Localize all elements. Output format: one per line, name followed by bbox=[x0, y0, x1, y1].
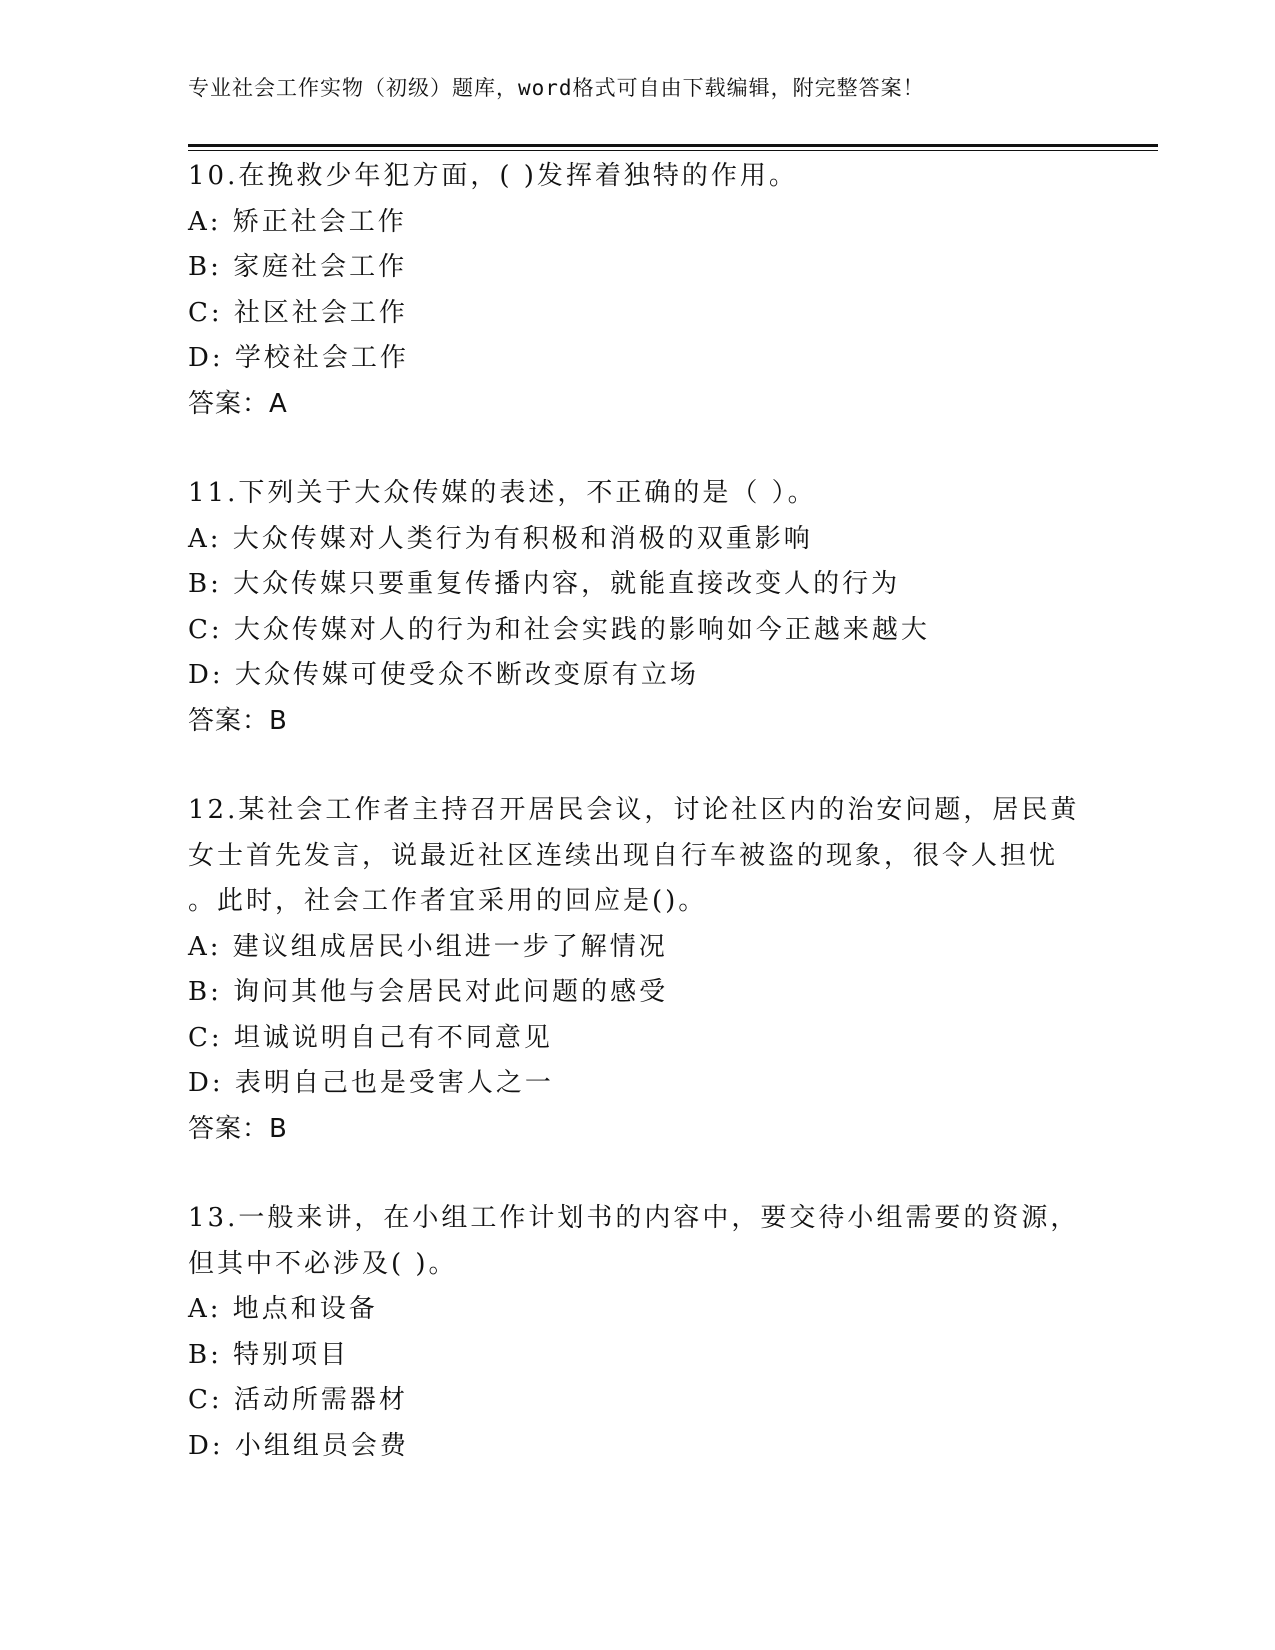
question-stem: 10.在挽救少年犯方面，( )发挥着独特的作用。 bbox=[188, 161, 798, 191]
option-b: B: 特别项目 bbox=[188, 1339, 350, 1370]
question-11 bbox=[188, 471, 1118, 744]
question-stem-line: 。此时，社会工作者宜采用的回应是()。 bbox=[188, 886, 708, 916]
question-10 bbox=[188, 154, 1118, 427]
option-d: D: 小组组员会费 bbox=[188, 1430, 409, 1461]
option-d: D: 学校社会工作 bbox=[188, 343, 409, 373]
question-stem-line: 女士首先发言，说最近社区连续出现自行车被盗的现象，很令人担忧 bbox=[188, 840, 1059, 871]
option-a: A: 地点和设备 bbox=[188, 1294, 378, 1324]
answer: 答案：A bbox=[188, 388, 288, 419]
option-c: C: 大众传媒对人的行为和社会实践的影响如今正越来越大 bbox=[188, 614, 930, 645]
option-a: A: 建议组成居民小组进一步了解情况 bbox=[188, 931, 668, 962]
option-c: C: 活动所需器材 bbox=[188, 1385, 408, 1415]
header-divider-thin bbox=[188, 150, 1158, 151]
page-header: 专业社会工作实物（初级）题库，word格式可自由下载编辑，附完整答案！ bbox=[188, 76, 925, 100]
question-stem-line: 12.某社会工作者主持召开居民会议，讨论社区内的治安问题，居民黄 bbox=[188, 795, 1080, 825]
option-b: B: 询问其他与会居民对此问题的感受 bbox=[188, 977, 669, 1007]
option-d: D: 表明自己也是受害人之一 bbox=[188, 1068, 554, 1098]
question-stem: 11.下列关于大众传媒的表述，不正确的是（ ）。 bbox=[188, 478, 817, 508]
option-b: B: 家庭社会工作 bbox=[188, 252, 408, 282]
answer: 答案：B bbox=[188, 705, 288, 736]
option-c: C: 坦诚说明自己有不同意见 bbox=[188, 1022, 553, 1053]
header-divider bbox=[188, 144, 1158, 147]
answer: 答案：B bbox=[188, 1113, 288, 1144]
option-a: A: 矫正社会工作 bbox=[188, 206, 407, 237]
option-a: A: 大众传媒对人类行为有积极和消极的双重影响 bbox=[188, 523, 813, 554]
question-list bbox=[188, 154, 1118, 1513]
question-stem-line: 13.一般来讲，在小组工作计划书的内容中，要交待小组需要的资源， bbox=[188, 1203, 1080, 1233]
option-c: C: 社区社会工作 bbox=[188, 297, 408, 328]
option-d: D: 大众传媒可使受众不断改变原有立场 bbox=[188, 660, 699, 690]
option-b: B: 大众传媒只要重复传播内容，就能直接改变人的行为 bbox=[188, 569, 901, 599]
question-13 bbox=[188, 1196, 1118, 1469]
question-12 bbox=[188, 788, 1118, 1152]
question-stem-line: 但其中不必涉及( )。 bbox=[188, 1248, 458, 1279]
